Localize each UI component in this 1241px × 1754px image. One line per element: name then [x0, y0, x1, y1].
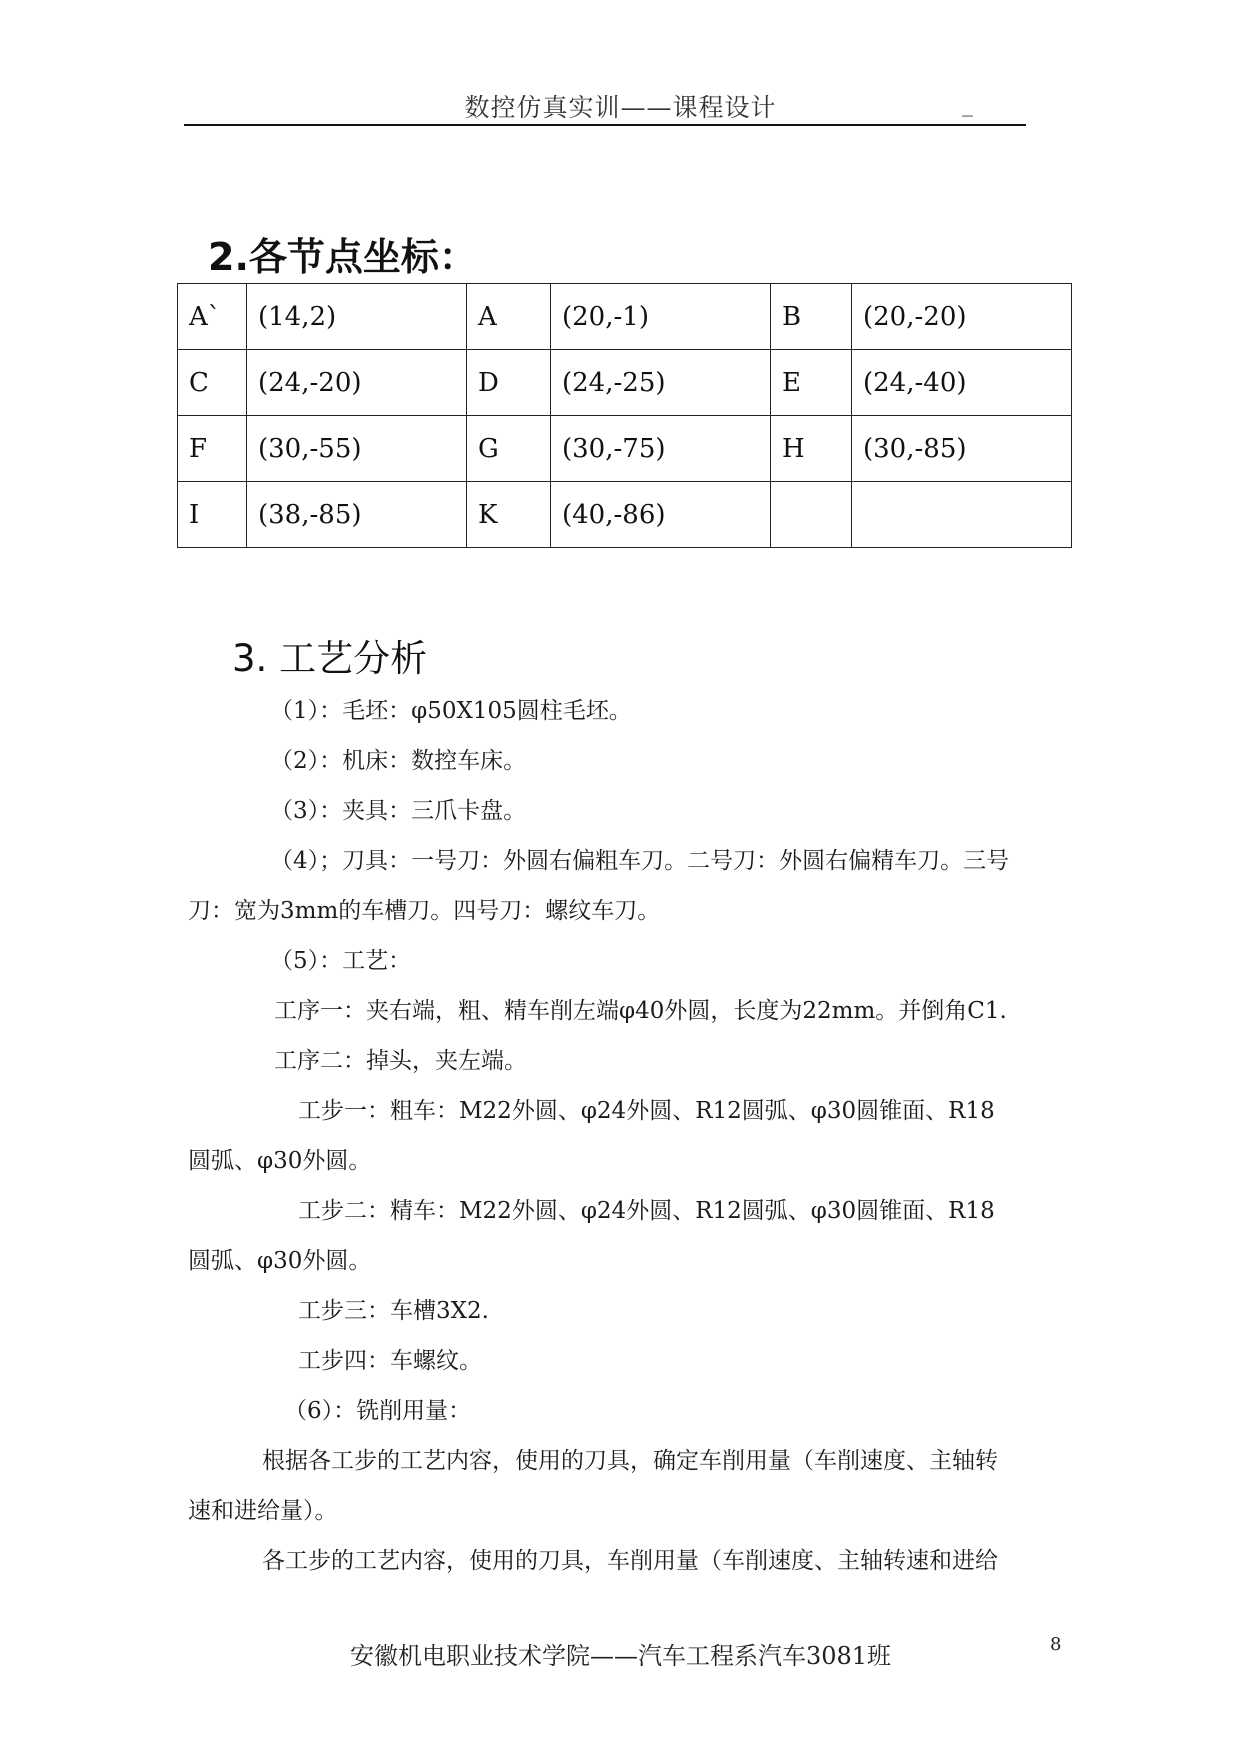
page-footer: 安徽机电职业技术学院——汽车工程系汽车3081班 — [349, 1642, 892, 1670]
node-label: C — [178, 350, 247, 416]
paragraph-line: （2）：机床：数控车床。 — [270, 748, 527, 774]
paragraph-line: 工步三：车槽3X2. — [298, 1298, 489, 1324]
paragraph-line: （3）：夹具：三爪卡盘。 — [270, 798, 527, 824]
header-title: 数控仿真实训——课程设计 — [464, 93, 777, 122]
node-label — [771, 482, 852, 548]
paragraph-line: 各工步的工艺内容，使用的刀具，车削用量（车削速度、主轴转速和进给 — [262, 1548, 998, 1574]
paragraph-line: 圆弧、φ30外圆。 — [188, 1148, 372, 1174]
paragraph-line: 圆弧、φ30外圆。 — [188, 1248, 372, 1274]
paragraph-line: 工步一：粗车：M22外圆、φ24外圆、R12圆弧、φ30圆锥面、R18 — [298, 1098, 995, 1124]
node-label: D — [467, 350, 551, 416]
header-mark: _ — [962, 92, 973, 117]
paragraph-line: （6）：铣削用量： — [284, 1398, 472, 1424]
node-coordinate — [852, 482, 1072, 548]
node-coordinate: (38,-85) — [247, 482, 467, 548]
node-coordinate: (20,-1) — [551, 284, 771, 350]
node-coordinate: (24,-25) — [551, 350, 771, 416]
node-label: B — [771, 284, 852, 350]
paragraph-line: （1）：毛坯：φ50X105圆柱毛坯。 — [270, 698, 632, 724]
header-divider — [184, 124, 1026, 126]
paragraph-line: （5）：工艺： — [270, 948, 412, 974]
table-row — [178, 482, 1072, 548]
paragraph-line: 根据各工步的工艺内容，使用的刀具，确定车削用量（车削速度、主轴转 — [262, 1448, 998, 1474]
node-coordinate: (14,2) — [247, 284, 467, 350]
section-heading-coordinates: 2.各节点坐标： — [208, 235, 477, 279]
coordinates-table — [177, 283, 1072, 548]
paragraph-line: 工步四：车螺纹。 — [298, 1348, 482, 1374]
paragraph-line: （4）；刀具：一号刀：外圆右偏粗车刀。二号刀：外圆右偏精车刀。三号 — [270, 848, 1010, 874]
section-heading-process-analysis: 3. 工艺分析 — [232, 637, 428, 680]
node-coordinate: (24,-20) — [247, 350, 467, 416]
page-number: 8 — [1050, 1634, 1062, 1655]
paragraph-line: 速和进给量）。 — [188, 1498, 338, 1524]
node-label: A` — [178, 284, 247, 350]
paragraph-line: 工序二：掉头，夹左端。 — [274, 1048, 527, 1074]
node-coordinate: (40,-86) — [551, 482, 771, 548]
paragraph-line: 工序一：夹右端，粗、精车削左端φ40外圆，长度为22mm。并倒角C1. — [274, 998, 1007, 1024]
node-label: A — [467, 284, 551, 350]
node-coordinate: (24,-40) — [852, 350, 1072, 416]
node-coordinate: (30,-75) — [551, 416, 771, 482]
paragraph-line: 刀：宽为3mm的车槽刀。四号刀：螺纹车刀。 — [188, 898, 661, 924]
node-label: I — [178, 482, 247, 548]
node-label: G — [467, 416, 551, 482]
node-coordinate: (20,-20) — [852, 284, 1072, 350]
table-row — [178, 350, 1072, 416]
node-label: E — [771, 350, 852, 416]
node-coordinate: (30,-55) — [247, 416, 467, 482]
node-label: F — [178, 416, 247, 482]
node-label: H — [771, 416, 852, 482]
node-coordinate: (30,-85) — [852, 416, 1072, 482]
table-row — [178, 416, 1072, 482]
node-label: K — [467, 482, 551, 548]
table-row — [178, 284, 1072, 350]
paragraph-line: 工步二：精车：M22外圆、φ24外圆、R12圆弧、φ30圆锥面、R18 — [298, 1198, 995, 1224]
